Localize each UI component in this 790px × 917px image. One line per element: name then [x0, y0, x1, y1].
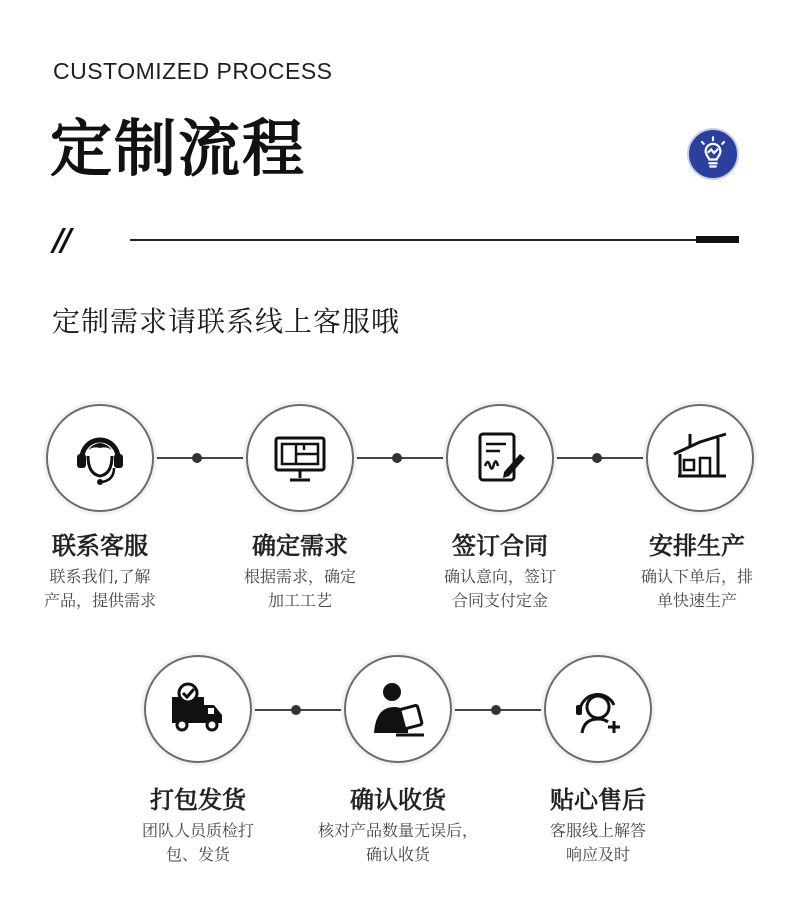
step-desc: 团队人员质检打 包、发货	[141, 821, 254, 864]
lightbulb-badge-icon	[687, 128, 739, 180]
step-desc: 确认意向，签订 合同支付定金	[443, 567, 556, 610]
delivery-truck-icon	[168, 679, 228, 739]
step-title: 确定需求	[252, 532, 348, 560]
step-desc: 联系我们,了解 产品，提供需求	[43, 567, 156, 610]
step-desc: 确认下单后，排 单快速生产	[640, 567, 753, 610]
step-confirm-receipt	[344, 655, 452, 763]
step-title: 安排生产	[649, 532, 745, 560]
step-pack-ship	[144, 655, 252, 763]
step-title: 贴心售后	[550, 786, 646, 814]
connector-dot	[392, 453, 402, 463]
factory-icon	[670, 428, 730, 488]
step-desc: 核对产品数量无误后， 确认收货	[317, 821, 478, 864]
step-title: 联系客服	[52, 532, 148, 560]
connector-dot	[192, 453, 202, 463]
step-title: 签订合同	[452, 532, 548, 560]
support-agent-plus-icon	[568, 679, 628, 739]
contract-sign-icon	[470, 428, 530, 488]
step-confirm-demand	[246, 404, 354, 512]
quote-mark: //	[53, 223, 69, 258]
page-title: 定制流程	[50, 112, 307, 185]
connector-dot	[491, 705, 501, 715]
step-desc: 根据需求，确定 加工工艺	[243, 567, 356, 610]
connector-dot	[291, 705, 301, 715]
subtitle-english: CUSTOMIZED PROCESS	[53, 58, 333, 84]
person-clipboard-icon	[368, 679, 428, 739]
monitor-blueprint-icon	[270, 428, 330, 488]
tagline: 定制需求请联系线上客服哦	[52, 305, 401, 338]
divider-line	[130, 239, 698, 241]
step-after-sales	[544, 655, 652, 763]
step-title: 确认收货	[350, 786, 446, 814]
divider-accent	[696, 236, 739, 243]
connector-dot	[592, 453, 602, 463]
step-desc: 客服线上解答 响应及时	[549, 821, 646, 864]
step-sign-contract	[446, 404, 554, 512]
step-arrange-production	[646, 404, 754, 512]
headset-agent-icon	[70, 428, 130, 488]
step-contact-service	[46, 404, 154, 512]
step-title: 打包发货	[150, 786, 246, 814]
